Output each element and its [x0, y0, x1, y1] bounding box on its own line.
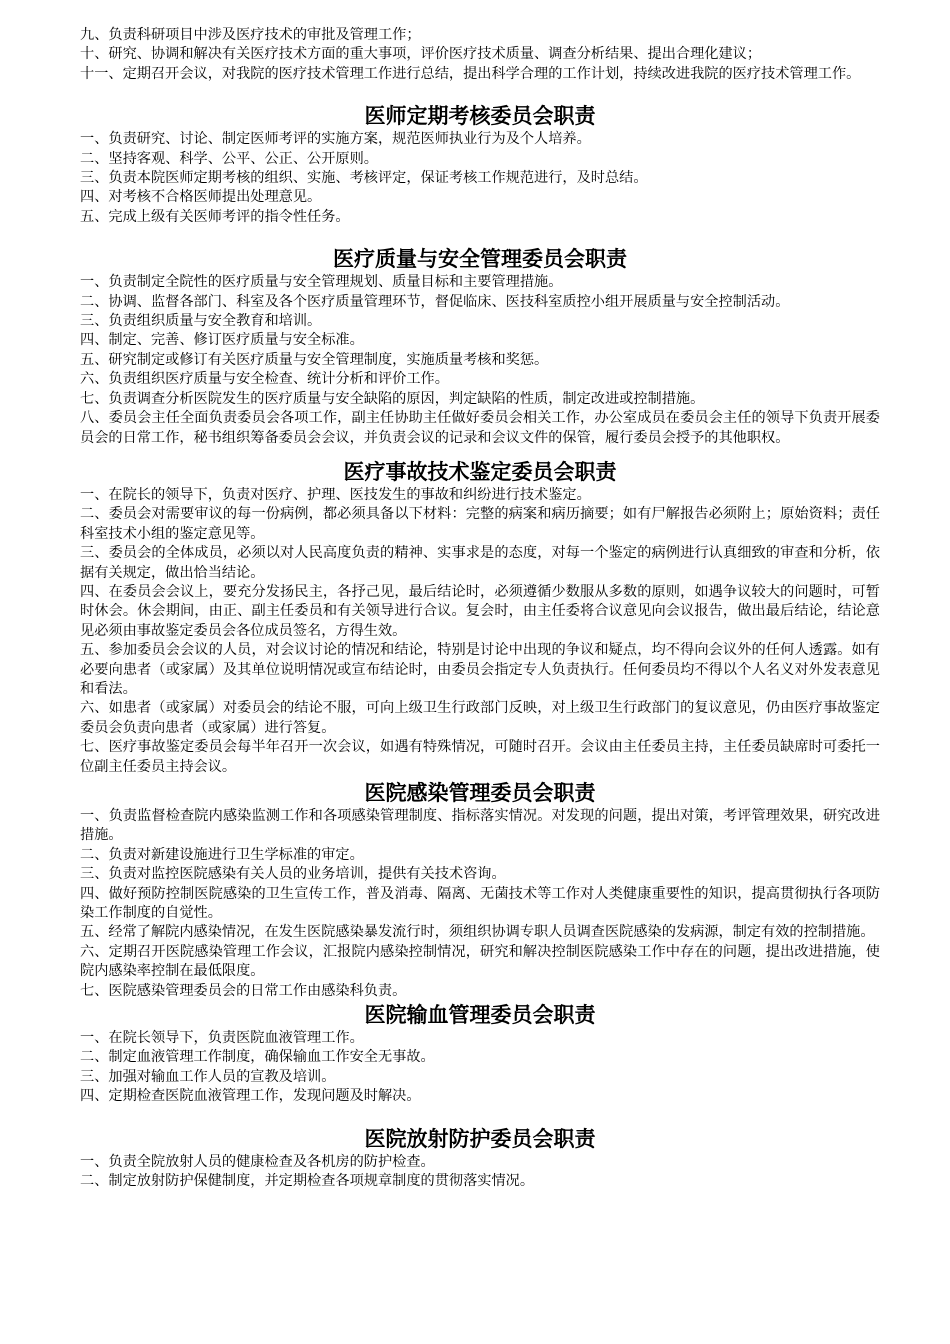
section-item: 三、负责组织质量与安全教育和培训。: [80, 313, 322, 330]
intro-item: 九、负责科研项目中涉及医疗技术的审批及管理工作；: [80, 27, 421, 43]
section-item: 六、如患者（或家属）对委员会的结论不服，可向上级卫生行政部门反映，对上级卫生行政部门的复议意见，仍由医疗事故鉴定委员会负责向患者（或家属）进行答复。: [80, 700, 880, 736]
section-item: 四、在委员会会议上，要充分发扬民主，各抒己见，最后结论时，必须遵循少数服从多数的原则，如遇争议较大的问题时，可暂时休会。休会期间，由正、副主任委员和有关领导进行合议。复会时，由主任委将合议意见向会议报告，做出最后结论，结论意见必须由事故鉴定委员会各位成员签名，方得生效。: [80, 583, 880, 639]
section-item: 四、做好预防控制医院感染的卫生宣传工作，普及消毒、隔离、无菌技术等工作对人类健康重要性的知识，提高贯彻执行各项防染工作制度的自觉性。: [80, 885, 880, 922]
section-item: 二、负责对新建设施进行卫生学标准的审定。: [80, 846, 364, 863]
section-item: 三、负责对监控医院感染有关人员的业务培训，提供有关技术咨询。: [80, 866, 506, 883]
section-title: 医院放射防护委员会职责: [364, 1125, 596, 1151]
section-item: 三、委员会的全体成员，必须以对人民高度负责的精神、实事求是的态度，对每一个鉴定的病例进行认真细致的审查和分析，依据有关规定，做出恰当结论。: [80, 545, 880, 581]
section-item: 二、制定放射防护保健制度，并定期检查各项规章制度的贯彻落实情况。: [80, 1173, 535, 1190]
section-item: 二、协调、监督各部门、科室及各个医疗质量管理环节，督促临床、医技科室质控小组开展质量与安全控制活动。: [80, 293, 790, 310]
section-malpractice-appraisal: [80, 458, 880, 777]
section-item: 五、研究制定或修订有关医疗质量与安全管理制度，实施质量考核和奖惩。: [80, 351, 549, 368]
section-item: 七、医院感染管理委员会的日常工作由感染科负责。: [80, 982, 407, 999]
section-radiation-protection: [80, 1125, 880, 1192]
section-item: 三、负责本院医师定期考核的组织、实施、考核评定，保证考核工作规范进行，及时总结。: [80, 170, 648, 187]
section-item: 五、完成上级有关医师考评的指令性任务。: [80, 208, 350, 225]
section-item: 一、负责全院放射人员的健康检查及各机房的防护检查。: [80, 1153, 435, 1170]
section-item: 八、委员会主任全面负责委员会各项工作，副主任协助主任做好委员会相关工作，办公室成员在委员会主任的领导下负责开展委员会的日常工作，秘书组织筹备委员会会议，并负责会议的记录和会议文件的保管，履行委员会授予的其他职权。: [80, 410, 880, 446]
section-item: 六、负责组织医疗质量与安全检查、统计分析和评价工作。: [80, 371, 449, 388]
section-item: 四、对考核不合格医师提出处理意见。: [80, 189, 322, 206]
section-item: 七、负责调查分析医院发生的医疗质量与安全缺陷的原因，判定缺陷的性质，制定改进或控制措施。: [80, 390, 705, 407]
section-item: 四、定期检查医院血液管理工作，发现问题及时解决。: [80, 1088, 421, 1105]
section-title: 医院输血管理委员会职责: [364, 1002, 596, 1028]
section-quality-safety: [80, 245, 880, 448]
section-title: 医院感染管理委员会职责: [364, 780, 596, 805]
section-item: 三、加强对输血工作人员的宣教及培训。: [80, 1068, 336, 1085]
section-item: 六、定期召开医院感染管理工作会议，汇报院内感染控制情况，研究和解决控制医院感染工作中存在的问题，提出改进措施，使院内感染率控制在最低限度。: [80, 943, 880, 980]
section-infection-control: [80, 779, 880, 1001]
section-item: 一、负责研究、讨论、制定医师考评的实施方案，规范医师执业行为及个人培养。: [80, 131, 591, 148]
section-title: 医疗事故技术鉴定委员会职责: [343, 458, 617, 484]
section-title: 医疗质量与安全管理委员会职责: [333, 246, 627, 272]
intro-item: 十、研究、协调和解决有关医疗技术方面的重大事项，评价医疗技术质量、调查分析结果、提出合理化建议；: [80, 46, 762, 63]
section-title: 医师定期考核委员会职责: [364, 103, 596, 129]
section-item: 七、医疗事故鉴定委员会每半年召开一次会议，如遇有特殊情况，可随时召开。会议由主任委员主持，主任委员缺席时可委托一位副主任委员主持会议。: [80, 739, 880, 775]
section-item: 一、在院长的领导下，负责对医疗、护理、医技发生的事故和纠纷进行技术鉴定。: [80, 486, 591, 503]
intro-section: [80, 26, 880, 84]
section-item: 一、负责监督检查院内感染监测工作和各项感染管理制度、指标落实情况。对发现的问题，提出对策，考评管理效果，研究改进措施。: [80, 808, 880, 844]
section-item: 一、在院长领导下，负责医院血液管理工作。: [80, 1030, 364, 1047]
document-page: [80, 26, 880, 1192]
section-item: 二、委员会对需要审议的每一份病例，都必须具备以下材料：完整的病案和病历摘要；如有尸解报告必须附上；原始资料；责任科室技术小组的鉴定意见等。: [80, 506, 880, 542]
section-item: 五、参加委员会会议的人员，对会议讨论的情况和结论，特别是讨论中出现的争议和疑点，均不得向会议外的任何人透露。如有必要向患者（或家属）及其单位说明情况或宣布结论时，由委员会指定专人负责执行。任何委员均不得以个人名义对外发表意见和看法。: [80, 642, 880, 697]
section-item: 二、坚持客观、科学、公平、公正、公开原则。: [80, 150, 378, 167]
section-physician-assessment: [80, 102, 880, 227]
intro-item: 十一、定期召开会议，对我院的医疗技术管理工作进行总结，提出科学合理的工作计划，持续改进我院的医疗技术管理工作。: [80, 65, 861, 82]
section-item: 四、制定、完善、修订医疗质量与安全标准。: [80, 332, 364, 349]
section-item: 一、负责制定全院性的医疗质量与安全管理规划、质量目标和主要管理措施。: [80, 274, 563, 291]
section-transfusion: [80, 1001, 880, 1107]
section-item: 五、经常了解院内感染情况，在发生医院感染暴发流行时，须组织协调专职人员调查医院感染的发病源，制定有效的控制措施。: [80, 924, 875, 941]
section-item: 二、制定血液管理工作制度，确保输血工作安全无事故。: [80, 1049, 435, 1066]
